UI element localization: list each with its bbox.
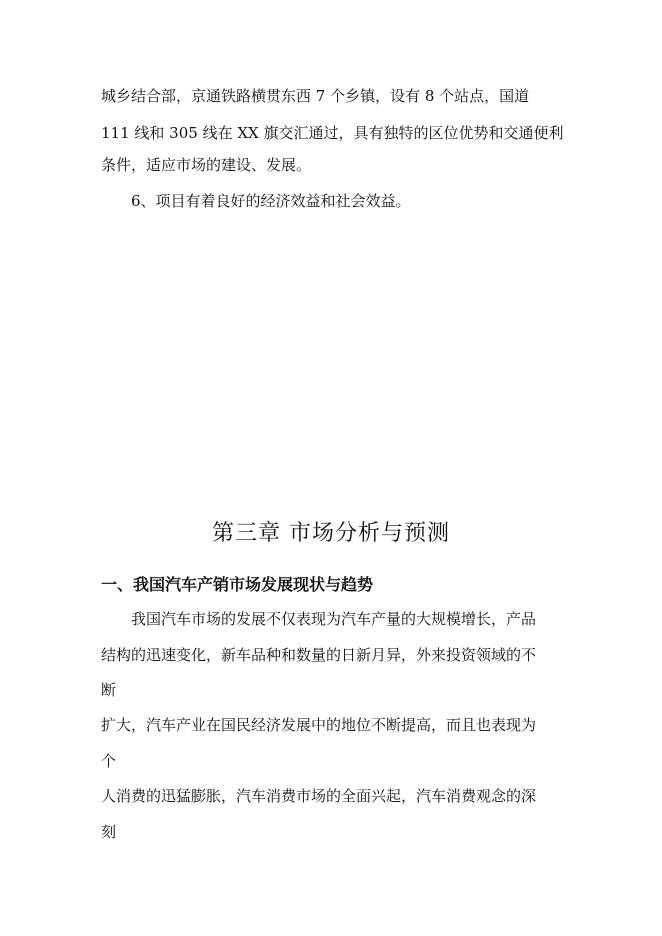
paragraph-line: 我国汽车市场的发展不仅表现为汽车产量的大规模增长，产品: [131, 610, 537, 628]
paragraph-line: 扩大，汽车产业在国民经济发展中的地位不断提高，而且也表现为: [101, 716, 537, 734]
paragraph-line: 人消费的迅猛膨胀，汽车消费市场的全面兴起，汽车消费观念的深: [101, 787, 537, 805]
list-item-6: 6、项目有着良好的经济效益和社会效益。: [131, 192, 411, 210]
paragraph-line: 断: [101, 681, 117, 699]
paragraph-line: 城乡结合部，京通铁路横贯东西 7 个乡镇，设有 8 个站点，国道: [101, 87, 530, 105]
paragraph-line: 刻: [101, 823, 117, 841]
paragraph-line: 111 线和 305 线在 XX 旗交汇通过，具有独特的区位优势和交通便利: [101, 124, 564, 142]
paragraph-line: 结构的迅速变化，新车品种和数量的日新月异，外来投资领域的不: [101, 646, 537, 664]
paragraph-line: 个: [101, 752, 117, 770]
section-heading: 一、我国汽车产销市场发展现状与趋势: [101, 575, 374, 594]
chapter-title: 第三章 市场分析与预测: [212, 521, 450, 546]
paragraph-line: 条件，适应市场的建设、发展。: [101, 156, 312, 174]
